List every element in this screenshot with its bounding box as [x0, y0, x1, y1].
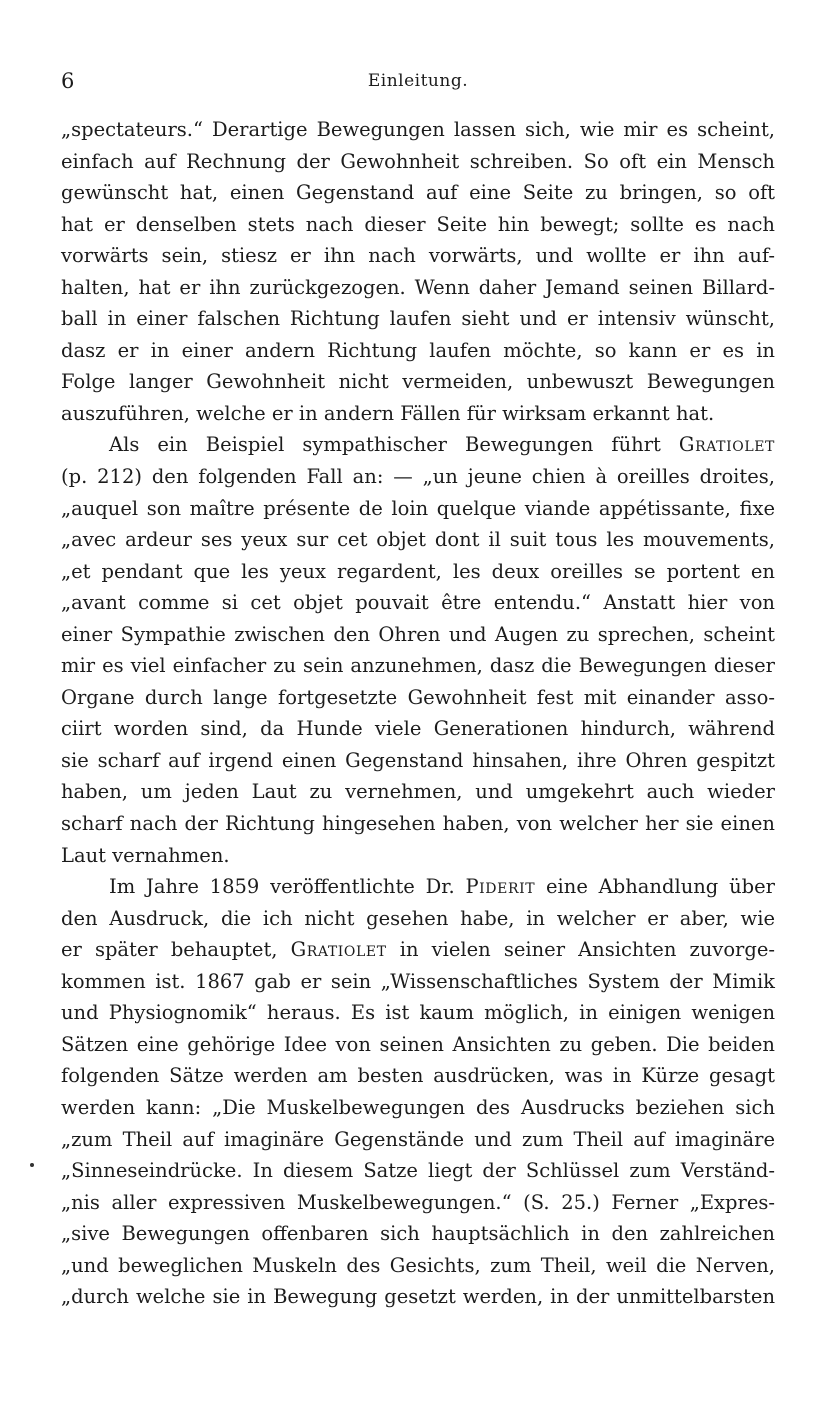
- text-line: folgenden Sätze werden am besten ausdrücken, was in Kürze gesagt: [61, 1064, 775, 1088]
- text-line: „spectateurs.“ Derartige Bewegungen lassen sich, wie mir es scheint,: [61, 118, 775, 141]
- body-text: [61, 114, 775, 1313]
- text-line: einfach auf Rechnung der Gewohnheit schreiben. So oft ein Mensch: [61, 149, 775, 173]
- text-line: vorwärts sein, stiesz er ihn nach vorwärts, und wollte er ihn auf-: [61, 244, 775, 268]
- text-line: „Sinneseindrücke. In diesem Satze liegt der Schlüssel zum Verständ-: [61, 1159, 775, 1183]
- text-line: den Ausdruck, die ich nicht gesehen habe, in welcher er aber, wie: [61, 906, 775, 930]
- text-line: sie scharf auf irgend einen Gegenstand hinsahen, ihre Ohren gespitzt: [61, 748, 775, 772]
- text-line: Folge langer Gewohnheit nicht vermeiden, unbewuszt Bewegungen: [61, 370, 775, 394]
- text-line: hat er denselben stets nach dieser Seite hin bewegt; sollte es nach: [61, 212, 775, 236]
- text-segment: Als ein Beispiel sympathischer Bewegungen führt: [109, 433, 661, 457]
- text-line: und Physiognomik“ heraus. Es ist kaum möglich, in einigen wenigen: [61, 1001, 775, 1025]
- text-line: [61, 934, 775, 966]
- text-line: haben, um jeden Laut zu vernehmen, und umgekehrt auch wieder: [61, 780, 775, 804]
- text-line: halten, hat er ihn zurückgezogen. Wenn daher Jemand seinen Billard-: [61, 275, 775, 299]
- text-line: „zum Theil auf imaginäre Gegenstände und zum Theil auf imaginäre: [61, 1127, 775, 1151]
- page-number: 6: [61, 69, 75, 93]
- author-name-gratiolet: Gratiolet: [678, 433, 775, 457]
- text-line: „und beweglichen Muskeln des Gesichts, zum Theil, weil die Nerven,: [61, 1253, 775, 1277]
- text-line: „auquel son maître présente de loin quelque viande appétissante, fixe: [61, 496, 775, 520]
- margin-mark: [30, 1163, 34, 1167]
- text-line: dasz er in einer andern Richtung laufen möchte, so kann er es in: [61, 338, 775, 362]
- text-line: „sive Bewegungen offenbaren sich hauptsächlich in den zahlreichen: [61, 1222, 775, 1246]
- text-line: Laut vernahmen.: [61, 843, 230, 867]
- text-line: Sätzen eine gehörige Idee von seinen Ansichten zu geben. Die beiden: [61, 1032, 775, 1056]
- text-line: [61, 429, 775, 461]
- text-line: gewünscht hat, einen Gegenstand auf eine Seite zu bringen, so oft: [61, 181, 775, 205]
- page-header: [61, 66, 775, 96]
- text-line: kommen ist. 1867 gab er sein „Wissenschaftliches System der Mimik: [61, 969, 775, 993]
- text-line: scharf nach der Richtung hingesehen haben, von welcher her sie einen: [61, 812, 775, 836]
- author-name-gratiolet: Gratiolet: [290, 938, 387, 962]
- text-line: [61, 871, 775, 903]
- text-line: „et pendant que les yeux regardent, les deux oreilles se portent en: [61, 559, 775, 583]
- text-line: „avant comme si cet objet pouvait être entendu.“ Anstatt hier von: [61, 591, 775, 615]
- text-segment: er später behauptet,: [61, 938, 278, 962]
- text-line: mir es viel einfacher zu sein anzunehmen, dasz die Bewegungen dieser: [61, 654, 775, 678]
- text-segment: eine Abhandlung über: [545, 875, 775, 899]
- text-line: (p. 212) den folgenden Fall an: — „un jeune chien à oreilles droites,: [61, 465, 775, 489]
- text-line: ball in einer falschen Richtung laufen sieht und er intensiv wünscht,: [61, 307, 775, 331]
- text-line: einer Sympathie zwischen den Ohren und Augen zu sprechen, scheint: [61, 622, 775, 646]
- text-line: Organe durch lange fortgesetzte Gewohnheit fest mit einander asso-: [61, 685, 775, 709]
- text-line: „nis aller expressiven Muskelbewegungen.“ (S. 25.) Ferner „Expres-: [61, 1190, 775, 1214]
- running-title: Einleitung.: [367, 71, 469, 91]
- text-line: werden kann: „Die Muskelbewegungen des Ausdrucks beziehen sich: [61, 1095, 775, 1119]
- author-name-piderit: Piderit: [465, 875, 536, 899]
- text-line: auszuführen, welche er in andern Fällen für wirksam erkannt hat.: [61, 401, 715, 425]
- text-line: ciirt worden sind, da Hunde viele Generationen hindurch, während: [61, 717, 775, 741]
- text-line: „durch welche sie in Bewegung gesetzt werden, in der unmittelbarsten: [61, 1285, 775, 1309]
- text-segment: in vielen seiner Ansichten zuvorge-: [399, 938, 775, 962]
- text-line: „avec ardeur ses yeux sur cet objet dont il suit tous les mouvements,: [61, 528, 775, 552]
- text-segment: Im Jahre 1859 veröffentlichte Dr.: [109, 875, 455, 899]
